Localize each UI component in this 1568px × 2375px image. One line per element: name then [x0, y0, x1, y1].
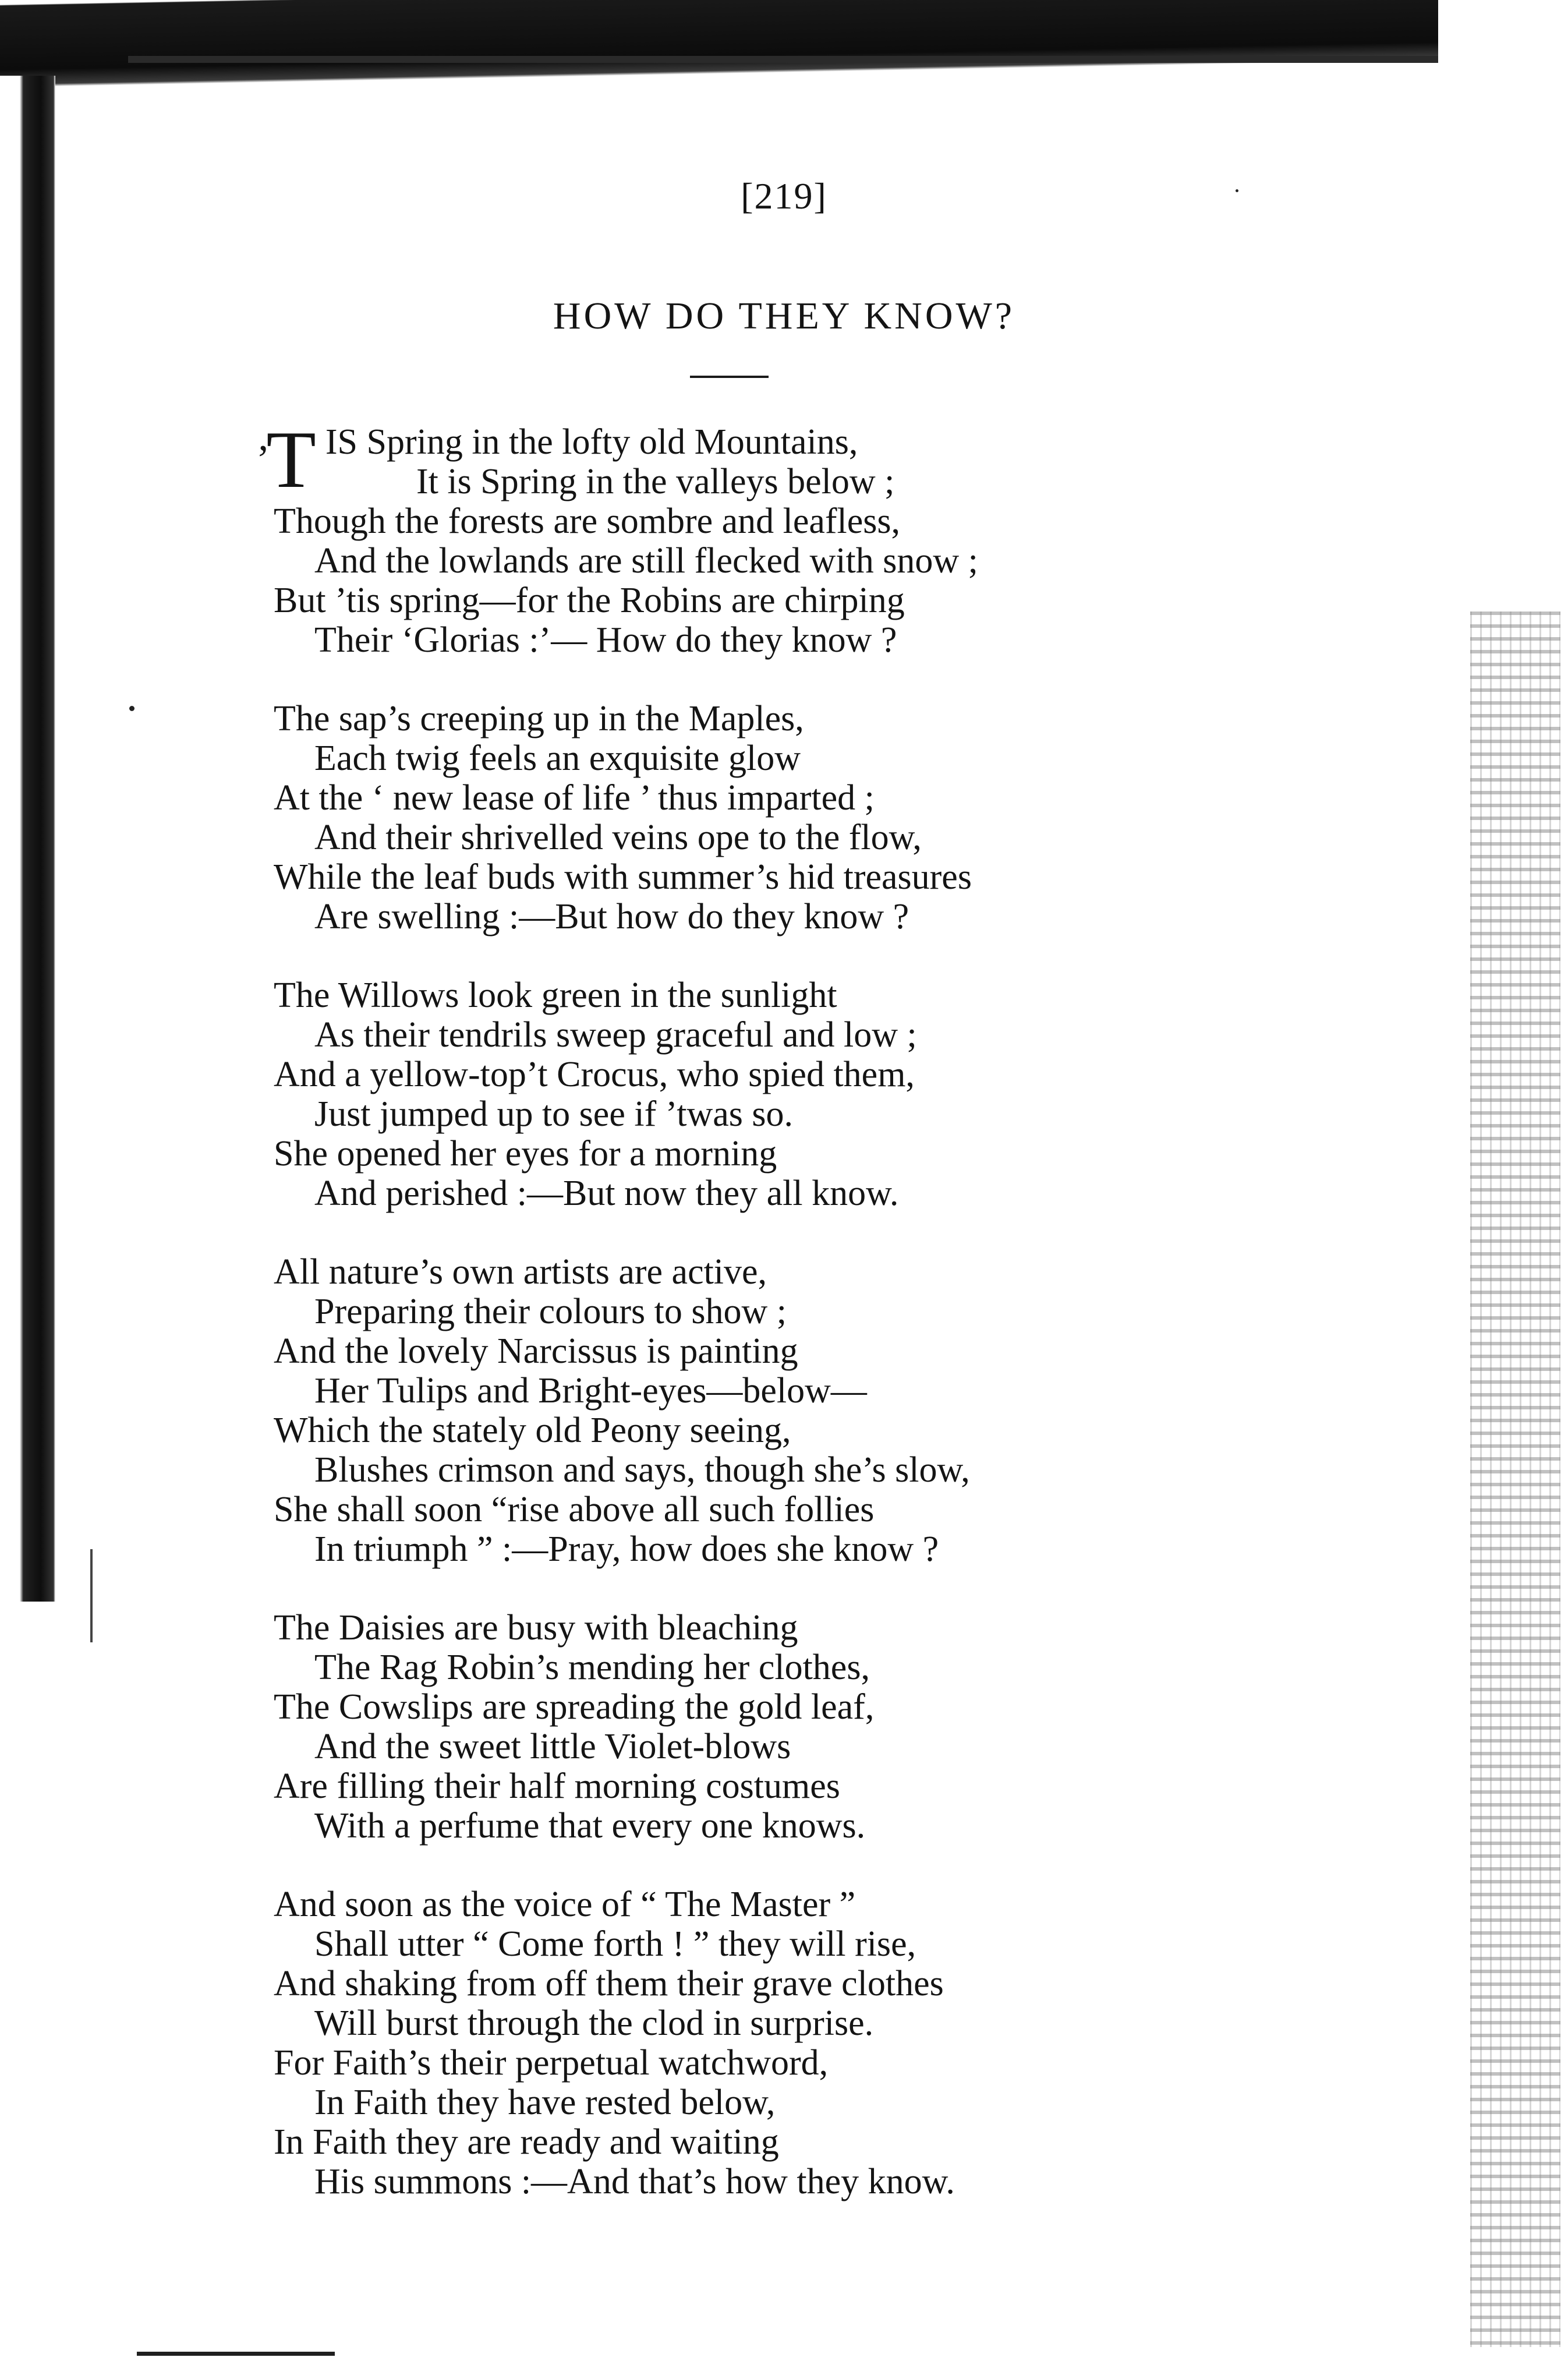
scan-right-margin-noise — [1470, 612, 1560, 2347]
poem-line — [274, 2003, 1432, 2043]
poem-line-text: Just jumped up to see if ’twas so. — [314, 1094, 794, 1134]
poem-line — [274, 1648, 1432, 1687]
poem-title: HOW DO THEY KNOW? — [553, 295, 1015, 337]
poem-line — [274, 1924, 1432, 1964]
poem-line — [274, 2043, 1432, 2083]
poem-line-text: While the leaf buds with summer’s hid treasures — [274, 857, 972, 897]
poem-line-text: Are filling their half morning costumes — [274, 1766, 840, 1806]
poem-line — [274, 1766, 1432, 1806]
drop-cap — [256, 415, 316, 505]
poem-line — [274, 1529, 1432, 1569]
poem-line-text: The Willows look green in the sunlight — [274, 976, 837, 1015]
poem-line-text: Her Tulips and Bright-eyes—below— — [314, 1371, 867, 1411]
poem-line — [274, 1174, 1432, 1213]
poem-line — [274, 1371, 1432, 1411]
title-divider — [690, 376, 769, 378]
poem-line-text: In Faith they are ready and waiting — [274, 2122, 779, 2162]
poem-line-text: And soon as the voice of “ The Master ” — [274, 1885, 856, 1924]
poem-line-text: And the sweet little Violet-blows — [314, 1727, 791, 1766]
poem-line-text: And shaking from off them their grave clothes — [274, 1964, 944, 2003]
poem-line — [274, 1094, 1432, 1134]
poem-line-text: Shall utter “ Come forth ! ” they will rise, — [314, 1924, 916, 1964]
poem-line — [274, 1450, 1432, 1490]
poem-line-text: Though the forests are sombre and leafless, — [274, 501, 901, 541]
poem-line-text: The sap’s creeping up in the Maples, — [274, 699, 804, 738]
poem-line-text: Each twig feels an exquisite glow — [314, 738, 801, 778]
scan-bottom-rule — [137, 2352, 335, 2356]
poem-line — [274, 1331, 1432, 1371]
stanza — [274, 1252, 1432, 1569]
poem-body — [256, 415, 1432, 2240]
poem-line-text: Preparing their colours to show ; — [314, 1292, 787, 1331]
poem-line — [274, 1134, 1432, 1174]
poem-line — [274, 541, 1432, 581]
scan-left-mark — [90, 1549, 93, 1642]
scan-top-border — [0, 0, 1438, 87]
poem-line-text: As their tendrils sweep graceful and low ; — [314, 1015, 917, 1055]
poem-line — [274, 897, 1432, 936]
poem-line — [274, 462, 1432, 501]
poem-line — [274, 1015, 1432, 1055]
scan-top-rule — [128, 56, 1438, 63]
poem-line — [274, 778, 1432, 818]
poem-line — [274, 1411, 1432, 1450]
poem-line-text: IS Spring in the lofty old Mountains, — [325, 422, 858, 462]
poem-line — [274, 1608, 1432, 1648]
poem-line — [274, 581, 1432, 620]
poem-line-text: Are swelling :—But how do they know ? — [314, 897, 909, 936]
poem-line-text: And the lovely Narcissus is painting — [274, 1331, 798, 1371]
poem-line — [274, 620, 1432, 660]
stanza — [274, 976, 1432, 1213]
poem-line — [274, 1806, 1432, 1846]
poem-line — [274, 1964, 1432, 2003]
stanza — [256, 415, 1432, 660]
scan-speck — [129, 706, 134, 711]
poem-line-text: And perished :—But now they all know. — [314, 1174, 899, 1213]
drop-cap-apostrophe: ’ — [256, 437, 270, 482]
poem-line-text: And the lowlands are still flecked with snow ; — [314, 541, 978, 581]
poem-line — [274, 2162, 1432, 2201]
poem-line — [274, 2122, 1432, 2162]
stanza — [274, 699, 1432, 936]
poem-line-text: For Faith’s their perpetual watchword, — [274, 2043, 829, 2083]
poem-line — [274, 1727, 1432, 1766]
poem-line-text: The Rag Robin’s mending her clothes, — [314, 1648, 870, 1687]
poem-line — [274, 857, 1432, 897]
drop-cap-letter: T — [266, 415, 316, 505]
poem-line-text: She opened her eyes for a morning — [274, 1134, 777, 1174]
poem-line — [274, 1055, 1432, 1094]
poem-line — [274, 1885, 1432, 1924]
poem-line — [274, 699, 1432, 738]
poem-line — [274, 501, 1432, 541]
poem-line-text: Their ‘Glorias :’— How do they know ? — [314, 620, 897, 660]
poem-line-text: Which the stately old Peony seeing, — [274, 1411, 791, 1450]
poem-line-text: But ’tis spring—for the Robins are chirping — [274, 581, 905, 620]
stanza — [274, 1885, 1432, 2201]
poem-line — [274, 1292, 1432, 1331]
poem-line-text: Will burst through the clod in surprise. — [314, 2003, 874, 2043]
poem-line — [274, 976, 1432, 1015]
poem-line-text: Blushes crimson and says, though she’s slow, — [314, 1450, 970, 1490]
poem-line-text: She shall soon “rise above all such follies — [274, 1490, 875, 1529]
poem-line-text: At the ‘ new lease of life ’ thus imparted ; — [274, 778, 875, 818]
poem-line — [274, 1490, 1432, 1529]
poem-line-text: It is Spring in the valleys below ; — [416, 462, 895, 501]
poem-line-text: In triumph ” :—Pray, how does she know ? — [314, 1529, 939, 1569]
poem-line — [274, 818, 1432, 857]
page-number: [219] — [741, 175, 827, 217]
poem-line-text: His summons :—And that’s how they know. — [314, 2162, 955, 2201]
poem-line — [274, 738, 1432, 778]
poem-line-text: In Faith they have rested below, — [314, 2083, 776, 2122]
poem-line-text: The Daisies are busy with bleaching — [274, 1608, 798, 1648]
poem-line-text: All nature’s own artists are active, — [274, 1252, 767, 1292]
stanza — [274, 1608, 1432, 1846]
poem-line — [274, 1252, 1432, 1292]
poem-line-text: And a yellow-top’t Crocus, who spied them, — [274, 1055, 915, 1094]
poem-line — [274, 2083, 1432, 2122]
poem-line — [274, 1687, 1432, 1727]
poem-line-text: And their shrivelled veins ope to the flow, — [314, 818, 922, 857]
poem-line-text: With a perfume that every one knows. — [314, 1806, 866, 1846]
poem-line-text: The Cowslips are spreading the gold leaf, — [274, 1687, 875, 1727]
